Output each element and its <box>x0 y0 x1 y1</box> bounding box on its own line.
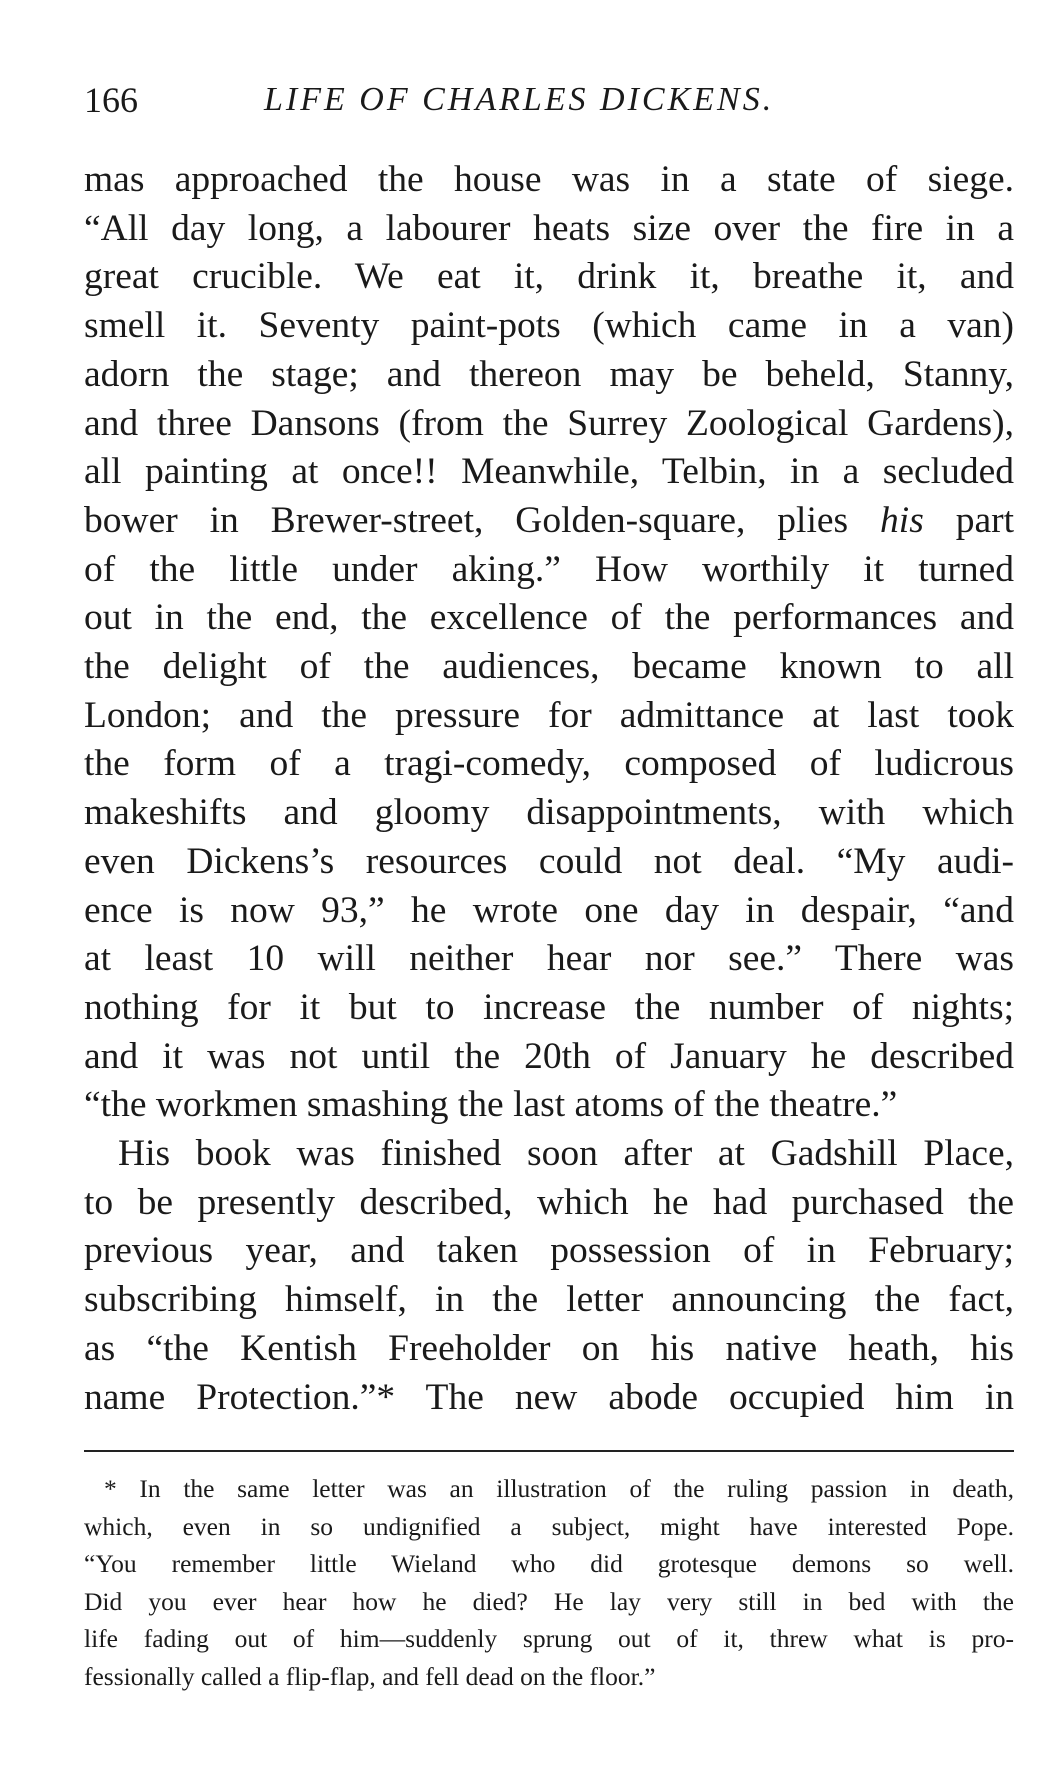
running-title: LIFE OF CHARLES DICKENS. <box>264 81 775 118</box>
emphasized-word: his <box>880 499 924 541</box>
text-line-with-emphasis <box>84 497 1014 546</box>
running-head <box>84 60 1014 120</box>
footnote-line: “You remember little Wieland who did grotesque demons so well. <box>84 1549 1014 1578</box>
text-fragment: bower in Brewer-street, Golden-square, plies <box>84 499 849 541</box>
text-line: great crucible. We eat it, drink it, breathe it, and <box>84 256 1014 298</box>
text-line: as “the Kentish Freeholder on his native heath, his <box>84 1327 1014 1369</box>
text-line: the delight of the audiences, became known to all <box>84 646 1014 688</box>
text-line: “the workmen smashing the last atoms of the theatre.” <box>84 1084 898 1126</box>
text-line: mas approached the house was in a state of siege. <box>84 159 1014 200</box>
text-line: to be presently described, which he had purchased the <box>84 1181 1014 1223</box>
body-text <box>84 156 1014 1422</box>
text-line: out in the end, the excellence of the performances and <box>84 597 1014 639</box>
text-line: all painting at once!! Meanwhile, Telbin, in a secluded <box>84 451 1014 493</box>
paragraph-2 <box>84 1130 1014 1422</box>
footnote-line: life fading out of him—suddenly sprung out of it, threw what is pro- <box>84 1624 1014 1653</box>
text-line: “All day long, a labourer heats size over the fire in a <box>84 207 1014 249</box>
footnote-line: * In the same letter was an illustration of the ruling passion in death, <box>104 1474 1014 1503</box>
book-page <box>84 60 1015 1691</box>
text-line: even Dickens’s resources could not deal. “My audi- <box>84 840 1014 882</box>
footnote-line: fessionally called a flip-flap, and fell dead on the floor.” <box>84 1661 656 1691</box>
text-line: of the little under aking.” How worthily it turned <box>84 548 1014 590</box>
text-line: nothing for it but to increase the number of nights; <box>84 986 1014 1028</box>
text-line: His book was finished soon after at Gadshill Place, <box>118 1133 1014 1175</box>
text-line: smell it. Seventy paint-pots (which came in a van) <box>84 305 1014 347</box>
text-line: subscribing himself, in the letter announcing the fact, <box>84 1279 1014 1321</box>
text-fragment: part <box>955 499 1015 541</box>
text-line: ence is now 93,” he wrote one day in despair, “and <box>84 889 1014 931</box>
text-line: and it was not until the 20th of January he described <box>84 1035 1014 1077</box>
text-line: makeshifts and gloomy disappointments, with which <box>84 792 1014 834</box>
text-line: and three Dansons (from the Surrey Zoological Gardens), <box>84 402 1014 444</box>
text-line: adorn the stage; and thereon may be beheld, Stanny, <box>84 353 1014 395</box>
paragraph-1 <box>84 156 1014 1130</box>
footnote-line: Did you ever hear how he died? He lay very still in bed with the <box>84 1586 1014 1616</box>
footnote-line: which, even in so undignified a subject, might have interested Pope. <box>84 1511 1014 1541</box>
text-line: name Protection.”* The new abode occupied him in <box>84 1376 1014 1418</box>
page-number: 166 <box>84 80 138 120</box>
text-line: the form of a tragi-comedy, composed of ludicrous <box>84 743 1014 785</box>
text-line: at least 10 will neither hear nor see.” There was <box>84 938 1014 980</box>
footnote-divider <box>84 1450 1014 1452</box>
text-line: London; and the pressure for admittance at last took <box>84 694 1014 736</box>
footnote <box>84 1470 1014 1695</box>
text-line: previous year, and taken possession of in February; <box>84 1230 1014 1272</box>
